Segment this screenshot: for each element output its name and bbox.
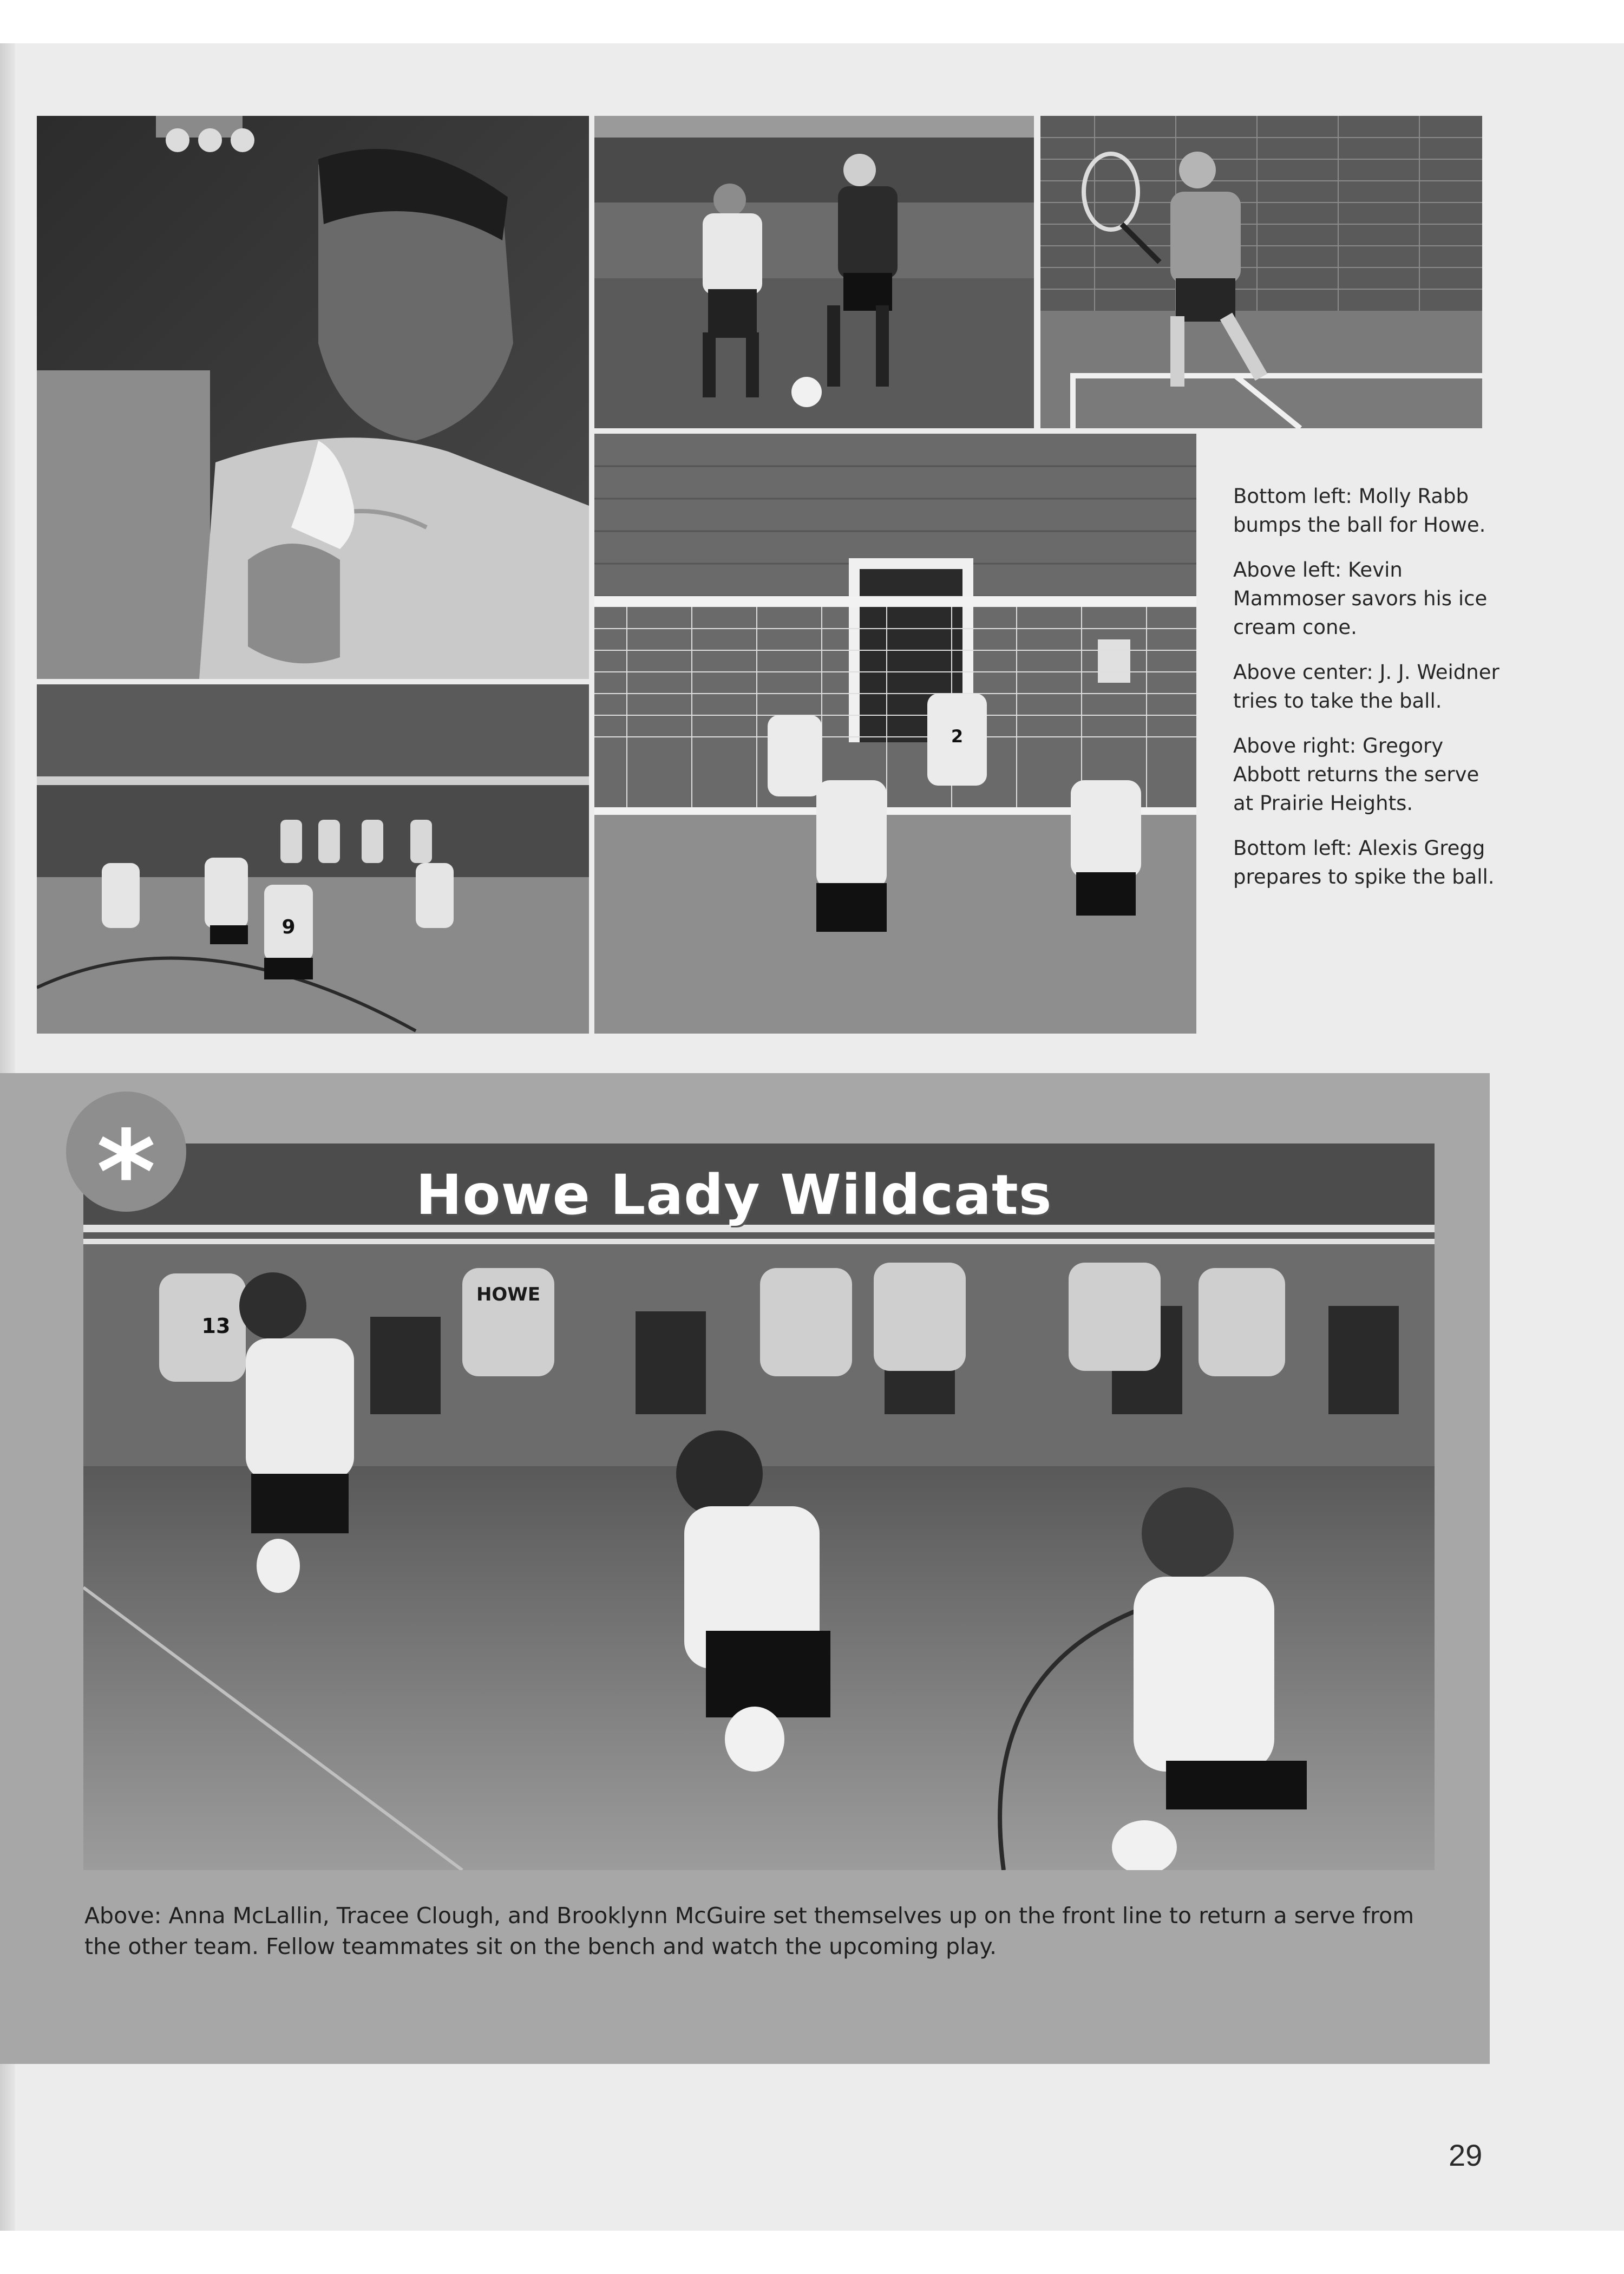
photo-volleyball-bump bbox=[37, 684, 589, 1034]
photo-soccer-match bbox=[594, 116, 1034, 428]
caption-jj-weidner: Above center: J. J. Weidner tries to take the ball. bbox=[1233, 661, 1499, 713]
photo-volleyball-spike bbox=[594, 434, 1196, 1034]
bench-banner: HOWE bbox=[476, 1284, 541, 1305]
caption-kevin-mammoser: Above left: Kevin Mammoser savors his ice cream cone. bbox=[1233, 558, 1488, 639]
photo-tennis-serve bbox=[1040, 116, 1482, 428]
photo-ice-cream-cone bbox=[37, 116, 589, 679]
caption-alexis-gregg: Bottom left: Alexis Gregg prepares to spike the ball. bbox=[1233, 837, 1495, 888]
page-number: 29 bbox=[1449, 2138, 1483, 2172]
feature-title: Howe Lady Wildcats bbox=[416, 1163, 1052, 1227]
photo-captions bbox=[1233, 482, 1504, 907]
photo-lady-wildcats-team bbox=[83, 1143, 1435, 1870]
asterisk-icon: * bbox=[66, 1092, 186, 1212]
caption-gregory-abbott: Above right: Gregory Abbott returns the serve at Prairie Heights. bbox=[1233, 734, 1479, 815]
feature-caption: Above: Anna McLallin, Tracee Clough, and Brooklynn McGuire set themselves up on the front line to return a serve from the other team. Fellow teammates sit on the bench and watch the upcoming play. bbox=[84, 1903, 1415, 1959]
caption-molly-rabb: Bottom left: Molly Rabb bumps the ball for Howe. bbox=[1233, 485, 1486, 537]
jersey-number-9: 9 bbox=[281, 916, 296, 938]
jersey-number-2: 2 bbox=[951, 726, 964, 747]
jersey-number-13: 13 bbox=[201, 1314, 231, 1338]
